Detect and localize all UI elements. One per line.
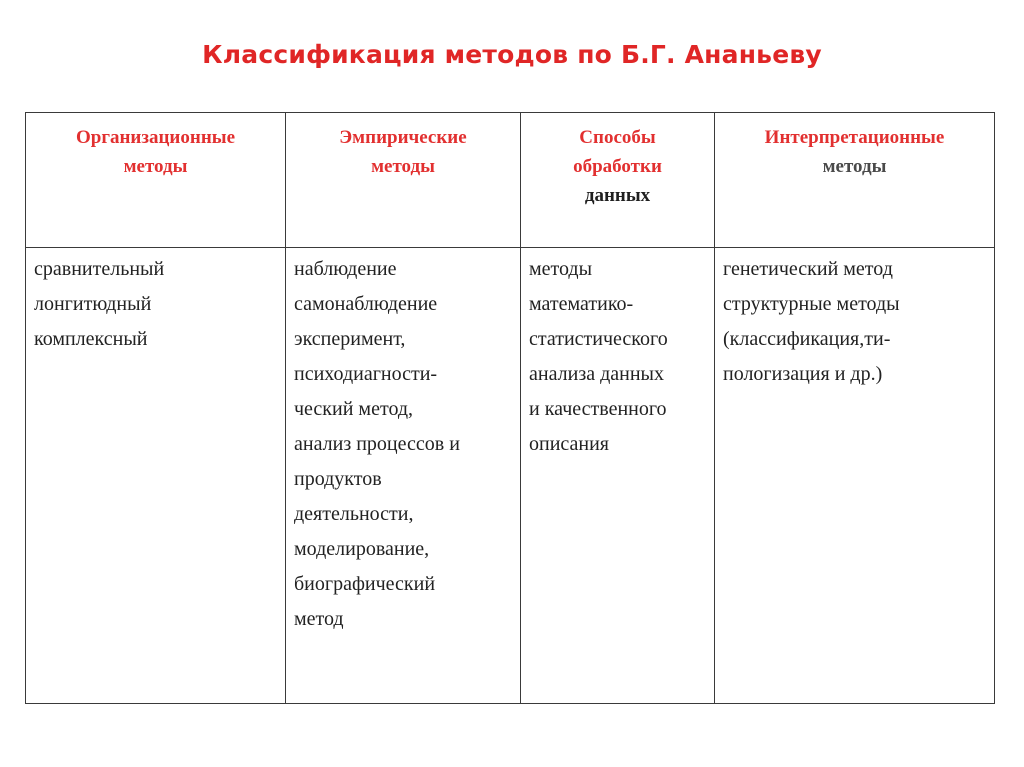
cell-line: моделирование, [294, 538, 430, 560]
cell-line: лонгитюдный [34, 293, 152, 315]
cell-line: деятельности, [294, 503, 414, 525]
header-line: Способы [579, 127, 656, 148]
cell-line: статистического [529, 328, 668, 350]
cell-line: психодиагности- [294, 363, 438, 385]
cell-line: комплексный [34, 328, 148, 350]
header-line: Интерпретационные [764, 127, 945, 148]
header-line: методы [123, 156, 188, 177]
cell-line: методы [529, 258, 593, 280]
header-line: Эмпирические [339, 127, 467, 148]
cell-line: анализа данных [529, 363, 664, 385]
header-line: обработки [573, 156, 662, 177]
header-line: методы [822, 156, 887, 177]
cell-line: анализ процессов и [294, 433, 460, 455]
cell-line: продуктов [294, 468, 382, 490]
table-body-row [26, 248, 995, 704]
header-line: методы [371, 156, 435, 177]
cell-line: математико- [529, 293, 634, 315]
header-organizational-methods [26, 113, 286, 248]
header-data-processing-methods [521, 113, 715, 248]
cell-line: генетический метод [723, 258, 893, 280]
cell-line: ческий метод, [294, 398, 414, 420]
cell-organizational-methods [26, 248, 286, 704]
header-empirical-methods [286, 113, 521, 248]
table-header-row [26, 113, 995, 248]
cell-line: биографический [294, 573, 436, 595]
cell-interpretation-methods [715, 248, 995, 704]
cell-empirical-methods [286, 248, 521, 704]
cell-line: наблюдение [294, 258, 397, 280]
cell-line: пологизация и др.) [723, 363, 883, 385]
cell-line: (классификация,ти- [723, 328, 891, 350]
cell-line: сравнительный [34, 258, 165, 280]
header-line: данных [584, 185, 651, 206]
cell-line: описания [529, 433, 610, 455]
cell-line: структурные методы [723, 293, 900, 315]
cell-line: и качественного [529, 398, 667, 420]
cell-line: эксперимент, [294, 328, 406, 350]
cell-data-processing-methods [521, 248, 715, 704]
cell-line: метод [294, 608, 344, 630]
cell-line: самонаблюдение [294, 293, 438, 315]
methods-classification-table [25, 112, 995, 704]
slide-title: Классификация методов по Б.Г. Ананьеву [202, 40, 822, 69]
header-line: Организационные [75, 127, 236, 148]
header-interpretation-methods [715, 113, 995, 248]
